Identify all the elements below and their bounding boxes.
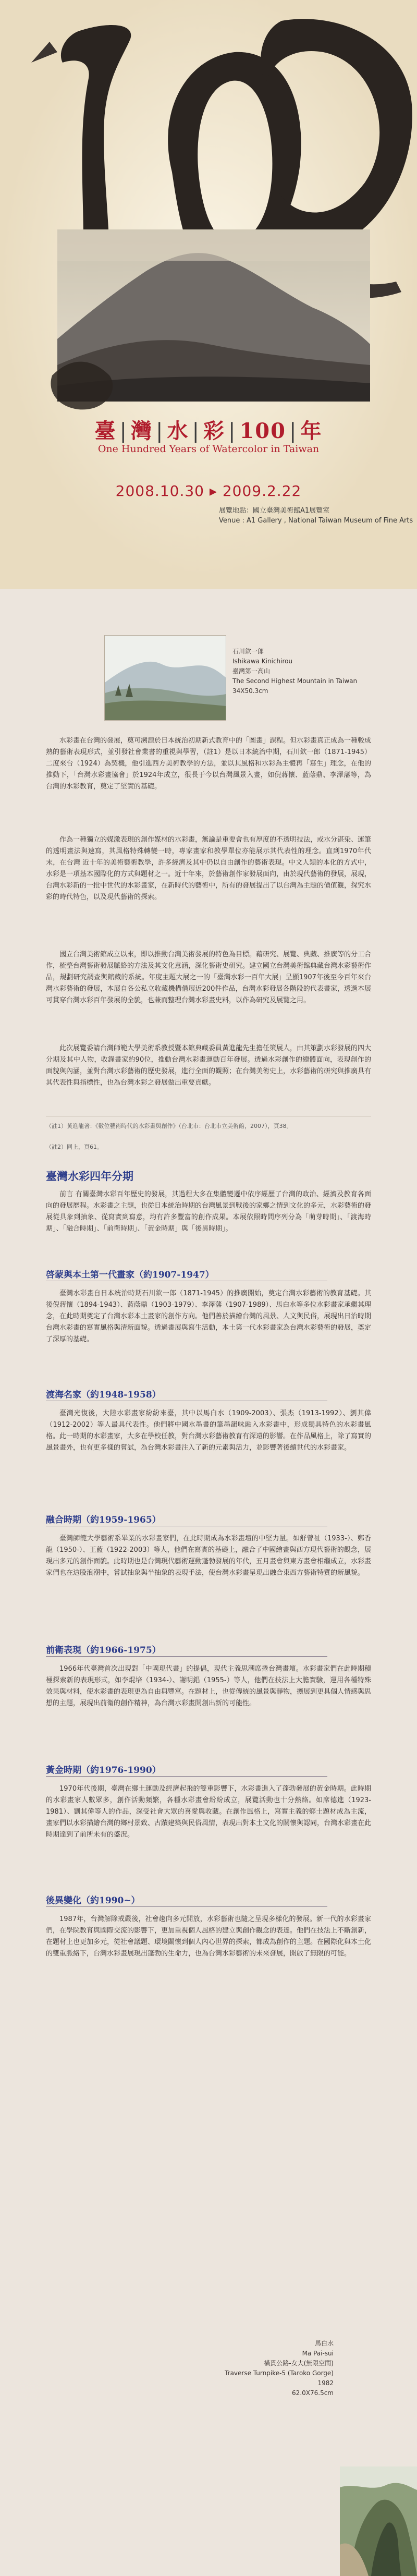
section-heading-3: 融合時期（約1959-1965）	[46, 1515, 161, 1525]
section-heading-6: 後異變化（約1990~）	[46, 1895, 140, 1906]
artwork-2-title-cn: 橫貫公路-女大(無限空間)	[264, 2360, 334, 2367]
calligraphy-100-art	[0, 0, 417, 589]
intro-paragraph-4: 此次展覽委請台灣師範大學美術系教授暨本館典藏委員黃進龍先生擔任策展人，由其策劃水彩發展的四大分期及其中人物，收錄畫家約90位，推動台灣水彩畫運動百年發展。透過水彩創作的總體面向，表現創作的面貌與內涵，並對台灣水彩藝術的歷史發展，進行全面的觀照；在台灣美術史上，水彩藝術的研究與推廣具有其代表性與指標性，也為台灣水彩之發展做出重要貢獻。	[46, 1044, 372, 1087]
article-body	[0, 589, 417, 2576]
artwork-image-1	[104, 635, 226, 721]
artwork-1-size: 34X50.3cm	[232, 687, 268, 695]
section-heading-1: 啓蒙與本土第一代畫家（約1907-1947）	[46, 1270, 214, 1280]
venue-cn: 展覽地點：國立臺灣美術館A1展覽室	[219, 507, 330, 515]
periods-intro: 前言 有關臺灣水彩百年歷史的發展，其過程大多在集體變遷中依序經歷了台灣的政治、經濟及教育各面向的發展歷程。水彩畫之主題，也從日本統治時期的台灣風景到戰後的家鄉之情到文化的多元，水彩藝術的發展從具象到抽象、從寫實到寫意，均有許多豐富的創作成果。本展依照時間序列分為「萌芽時期」、「渡海時期」、「融合時期」、「前衛時期」、「黃金時期」與「後異時期」。	[46, 1190, 372, 1233]
section-text-3: 臺灣師範大學藝術系畢業的水彩畫家們，在此時期成為水彩畫壇的中堅力量。如舒曾祉（1933-）、鄭香龍（1950-）、王藍（1922-2003）等人，他們在寫實的基礎上，融合了中國繪畫與西方現代藝術的觀念，展現出多元的創作面貌。此時期也是台灣現代藝術運動蓬勃發展的年代，五月畫會與東方畫會相繼成立，水彩畫家們也在這股浪潮中，嘗試抽象與半抽象的表現手法，使台灣水彩畫呈現出融合東西方藝術特質的新風貌。	[46, 1535, 372, 1577]
footnote-2: （註2）同上，頁61。	[46, 1144, 103, 1150]
periods-heading: 臺灣水彩四年分期	[46, 1170, 133, 1183]
section-text-5: 1970年代後期，臺灣在鄉土運動及經濟起飛的雙重影響下，水彩畫進入了蓬勃發展的黃金時期。此時期的水彩畫家人數眾多，創作活動頻繁，各種水彩畫會紛紛成立，展覽活動也十分熱絡。如席德進（1923-1981）、劉其偉等人的作品，深受社會大眾的喜愛與收藏。在創作風格上，寫實主義的鄉土題材成為主流，畫家們以水彩描繪台灣的鄉村景致、古蹟建築與民俗風情，表現出對本土文化的關懷與認同，台灣水彩畫在此時期達到了前所未有的盛況。	[46, 1785, 372, 1839]
artwork-1-artist-cn: 石川欽一郎	[232, 648, 264, 655]
artwork-1-illustration	[105, 636, 226, 720]
section-rule-5	[46, 1776, 327, 1777]
artwork-caption-2	[156, 2339, 334, 2398]
artwork-caption-1	[232, 647, 373, 696]
artwork-1-title-cn: 臺灣第一高山	[232, 667, 271, 675]
section-text-4: 1966年代臺灣首次出現對「中國現代畫」的提倡，現代主義思潮席捲台灣畫壇。水彩畫家們在此時期積極探索新的表現形式，如李焜培（1934-）、謝明錩（1955-）等人，他們在技法上大膽實驗，運用各種特殊效果與材料，使水彩畫的表現更為自由與豐富。在題材上，也從傳統的風景與靜物，擴展到更具個人情感與思想的主題，展現出前衛的創作精神，為台灣水彩畫開創出新的可能性。	[46, 1665, 372, 1707]
footnote-1: （註1）黃進龍著：《數位藝術時代的水彩畫與創作》（台北市：台北市立美術館，2007），頁38。	[46, 1123, 292, 1129]
section-heading-4: 前衛表現（約1966-1975）	[46, 1645, 161, 1656]
intro-paragraph-2: 作為一種獨立的媒激表現的創作媒材的水彩畫，無論是重要會也有厚度的不透明技法，或水分湛染、運筆的透明畫法與速寫，其風格特殊轉變一時，專家畫家和教學單位亦能展示其代表性的理念。直到1970年代末，在台灣 近十年的美術藝術教學，許多經濟及其中仍以自由創作的藝術表現。中文人類的本化的方式中，水彩是一項基本國際化的方式與題材之一。近十年來，於藝術創作家發展面向，由於現代藝術的發展，展現，台灣水彩新的一批中世代的水彩畫家，在新時代的藝術中，所有的發展提出了以台灣為主題的價值觀，探究水彩的時代特色，以及現代藝術的探索。	[46, 836, 372, 901]
artwork-1-artist-en: Ishikawa Kinichirou	[232, 658, 293, 665]
artwork-2-title-en: Traverse Turnpike-5 (Taroko Gorge)	[225, 2370, 334, 2377]
section-rule-6	[46, 1906, 327, 1907]
section-text-2: 臺灣光復後，大陸水彩畫家紛紛來臺，其中以馬白水（1909-2003）、張杰（1913-1992）、劉其偉（1912-2002）等人最具代表性。他們將中國水墨畫的筆墨韻味融入水彩畫中，形成獨具特色的水彩畫風格。此一時期的水彩畫家，大多在學校任教，對台灣水彩藝術教育有深遠的影響。在作品風格上，除了寫實的風景畫外，也有更多樣的嘗試，為台灣水彩畫注入了新的元素與活力，並影響著後續世代的水彩畫家。	[46, 1409, 372, 1452]
artwork-1-title-en: The Second Highest Mountain in Taiwan	[232, 677, 358, 685]
artwork-2-illustration	[340, 2466, 417, 2576]
section-heading-2: 渡海名家（約1948-1958）	[46, 1390, 161, 1400]
artwork-2-year: 1982	[317, 2379, 334, 2387]
artwork-2-size: 62.0X76.5cm	[292, 2389, 334, 2397]
venue-en: Venue : A1 Gallery , National Taiwan Museum of Fine Arts	[219, 517, 413, 525]
section-heading-5: 黃金時期（約1976-1990）	[46, 1765, 161, 1776]
exhibition-subtitle: One Hundred Years of Watercolor in Taiwan	[97, 443, 320, 455]
section-text-6: 1987年，台灣解除戒嚴後，社會趨向多元開放，水彩藝術也隨之呈現多樣化的發展。新一代的水彩畫家們，在學院教育與國際交流的影響下，更加重視個人風格的建立與創作觀念的表達。他們在技法上不斷創新，在題材上也更加多元，從社會議題、環境關懷到個人內心世界的探索，都成為創作的主題。在國際化與本土化的雙重脈絡下，台灣水彩畫展現出蓬勃的生命力，也為台灣水彩藝術的未來發展，開啟了無限的可能。	[46, 1915, 372, 1958]
intro-paragraph-3: 國立台灣美術館成立以來，即以推動台灣美術發展的特色為目標。藉研究、展覽、典藏、推廣等的分工合作，梳整台灣藝術發展脈絡的方法及其文化意涵，深化藝術史研究。建立國立台灣美術館典藏台灣水彩藝術作品，規劃研究調查與館藏的系統。年度主題大展之一的「臺灣水彩一百年大展」呈顯1907年後至今百年來台灣水彩藝術的發展，本展自各公私立收藏機構借展近200件作品，台灣水彩發展各階段的代表畫家，透過本展可貫穿台灣水彩百年發展的全貌，也兼而整理台灣水彩畫史料，以作為研究及展覽之用。	[46, 951, 372, 1004]
hero-banner	[0, 0, 417, 589]
exhibition-dates: 2008.10.30 ▸ 2009.2.22	[115, 482, 302, 500]
intro-paragraph-1: 水彩畫在台灣的發展，奠可溯源於日本統治初期新式教育中的「圖畫」課程。但水彩畫真正成為一種較成熟的藝術表現形式，並引發社會業書的重視與學習，（註1）是以日本統治中期，石川欽一郎（1871-1945）二度來台（1924）為契機，他引進西方美術教學的方法，並以其風格和水彩為主體再「寫生」理念，在他的推動下，「台灣水彩畫協會」於1924年成立，很長于今以台灣風景入畫，如倪蔣懷、藍蔭鼎、李澤藩等，為台灣的水彩教育，奠定了堅實的基礎。	[46, 737, 372, 791]
venue-info	[219, 506, 413, 526]
artwork-image-2	[340, 2466, 417, 2576]
artwork-2-artist-cn: 馬白水	[314, 2340, 334, 2347]
section-text-1: 臺灣水彩畫自日本統治時期石川欽一郎（1871-1945）的推廣開始，奠定台灣水彩藝術的教育基礎。其後倪蔣懷（1894-1943）、藍蔭鼎（1903-1979）、李澤藩（1907-1989）、馬白水等多位水彩畫家承繼其理念，在此時期奠定了台灣水彩本土畫家的創作方向。他們善於描繪台灣的風景、人文與民俗，展現出日治時期台灣水彩畫的寫實風格與清新面貌。透過畫展與寫生活動，本土第一代水彩畫家為台灣水彩藝術的發展，奠定了深厚的基礎。	[46, 1290, 372, 1343]
exhibition-title: 臺 | 灣 | 水 | 彩 | 100 | 年	[94, 419, 323, 443]
section-rule-4	[46, 1656, 327, 1657]
artwork-2-artist-en: Ma Pai-sui	[302, 2350, 334, 2357]
